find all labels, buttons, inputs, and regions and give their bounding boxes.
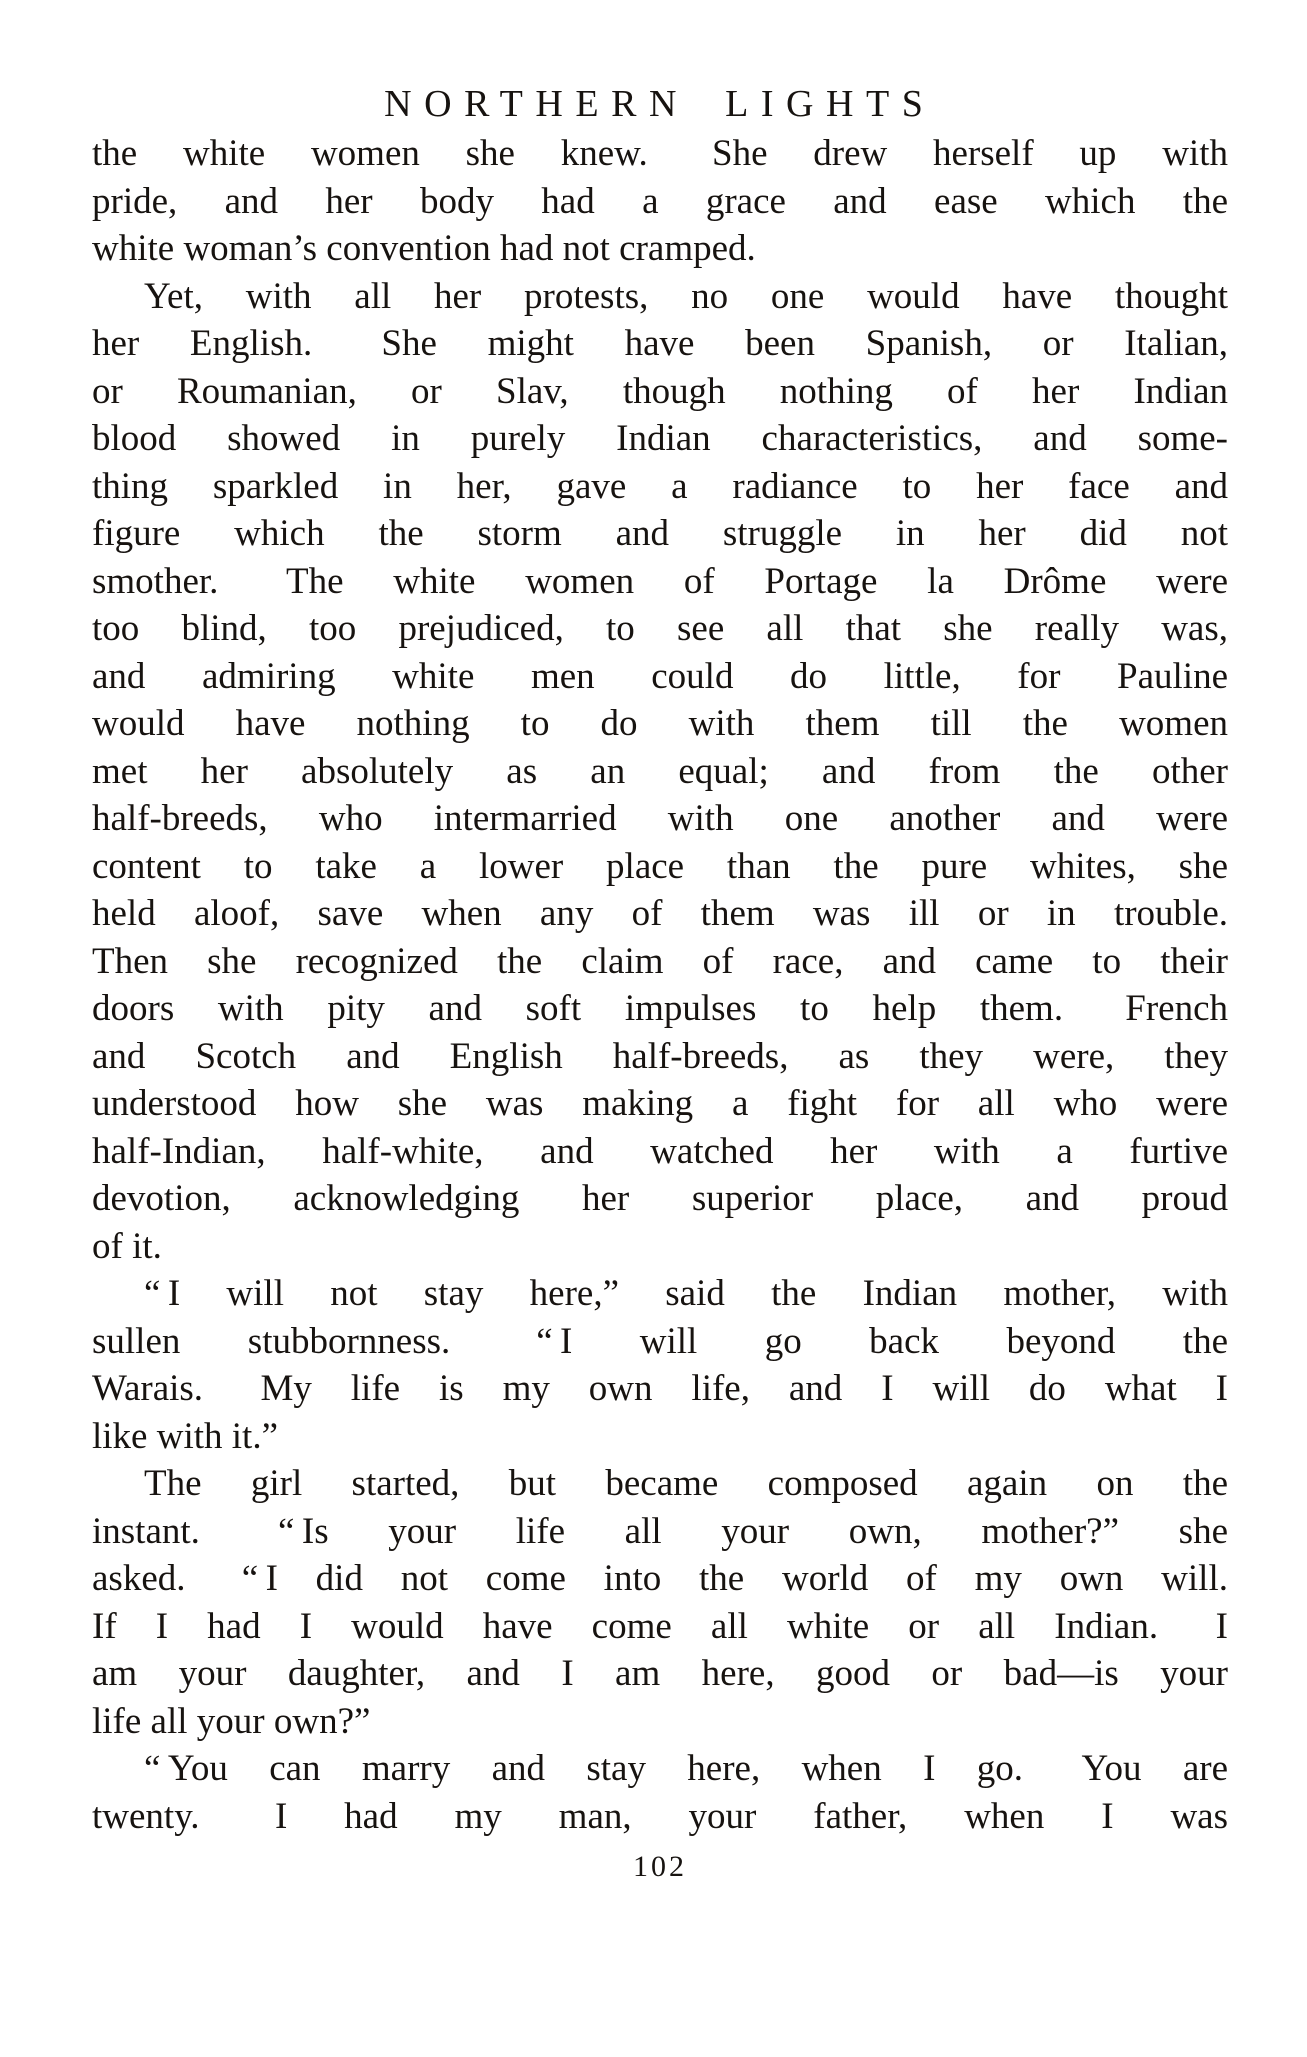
text-line: her English. She might have been Spanish, or Italian,	[92, 323, 1228, 364]
text-line: Warais. My life is my own life, and I will do what I	[92, 1368, 1228, 1409]
text-line: Yet, with all her protests, no one would have thought	[144, 275, 1228, 317]
text-line: and Scotch and English half-breeds, as they were, they	[92, 1035, 1228, 1077]
text-line: blood showed in purely Indian characteristics, and some-	[92, 418, 1228, 459]
text-line: devotion, acknowledging her superior place, and proud	[92, 1178, 1228, 1219]
text-line: figure which the storm and struggle in her did not	[92, 513, 1228, 554]
text-line: half-Indian, half-white, and watched her with a furtive	[92, 1130, 1228, 1172]
running-head: NORTHERN LIGHTS	[384, 83, 936, 125]
text-line: white woman’s convention had not cramped.	[92, 228, 756, 269]
text-line: would have nothing to do with them till the women	[92, 703, 1228, 744]
text-line: the white women she knew. She drew herself up with	[92, 133, 1228, 174]
text-line: asked. “ I did not come into the world of my own will.	[92, 1558, 1228, 1599]
text-line: Then she recognized the claim of race, and came to their	[92, 940, 1228, 982]
text-line: understood how she was making a fight for all who were	[92, 1083, 1228, 1124]
page-number: 102	[633, 1850, 687, 1883]
page-text	[92, 130, 1228, 1840]
text-line: of it.	[92, 1225, 162, 1267]
text-line: pride, and her body had a grace and ease which the	[92, 180, 1228, 222]
text-line: am your daughter, and I am here, good or bad—is your	[92, 1653, 1228, 1694]
text-line: The girl started, but became composed again on the	[144, 1463, 1228, 1504]
text-line: If I had I would have come all white or all Indian. I	[92, 1605, 1228, 1647]
text-line: like with it.”	[92, 1415, 278, 1457]
text-line: held aloof, save when any of them was ill or in trouble.	[92, 893, 1228, 934]
text-line: “ I will not stay here,” said the Indian mother, with	[144, 1273, 1228, 1314]
text-line: doors with pity and soft impulses to help them. French	[92, 988, 1228, 1029]
text-line: met her absolutely as an equal; and from the other	[92, 750, 1228, 792]
text-line: “ You can marry and stay here, when I go. You are	[144, 1748, 1228, 1789]
text-line: smother. The white women of Portage la Drôme were	[92, 560, 1228, 602]
text-line: too blind, too prejudiced, to see all that she really was,	[92, 608, 1228, 649]
text-line: life all your own?”	[92, 1700, 371, 1742]
text-line: content to take a lower place than the pure whites, she	[92, 845, 1228, 887]
text-line: and admiring white men could do little, for Pauline	[92, 655, 1228, 697]
text-line: twenty. I had my man, your father, when I was	[92, 1795, 1228, 1837]
text-line: thing sparkled in her, gave a radiance to her face and	[92, 465, 1228, 507]
text-line: sullen stubbornness. “ I will go back beyond the	[92, 1320, 1228, 1362]
text-line: or Roumanian, or Slav, though nothing of her Indian	[92, 370, 1228, 412]
text-line: half-breeds, who intermarried with one another and were	[92, 798, 1228, 839]
text-line: instant. “ Is your life all your own, mother?” she	[92, 1510, 1228, 1552]
